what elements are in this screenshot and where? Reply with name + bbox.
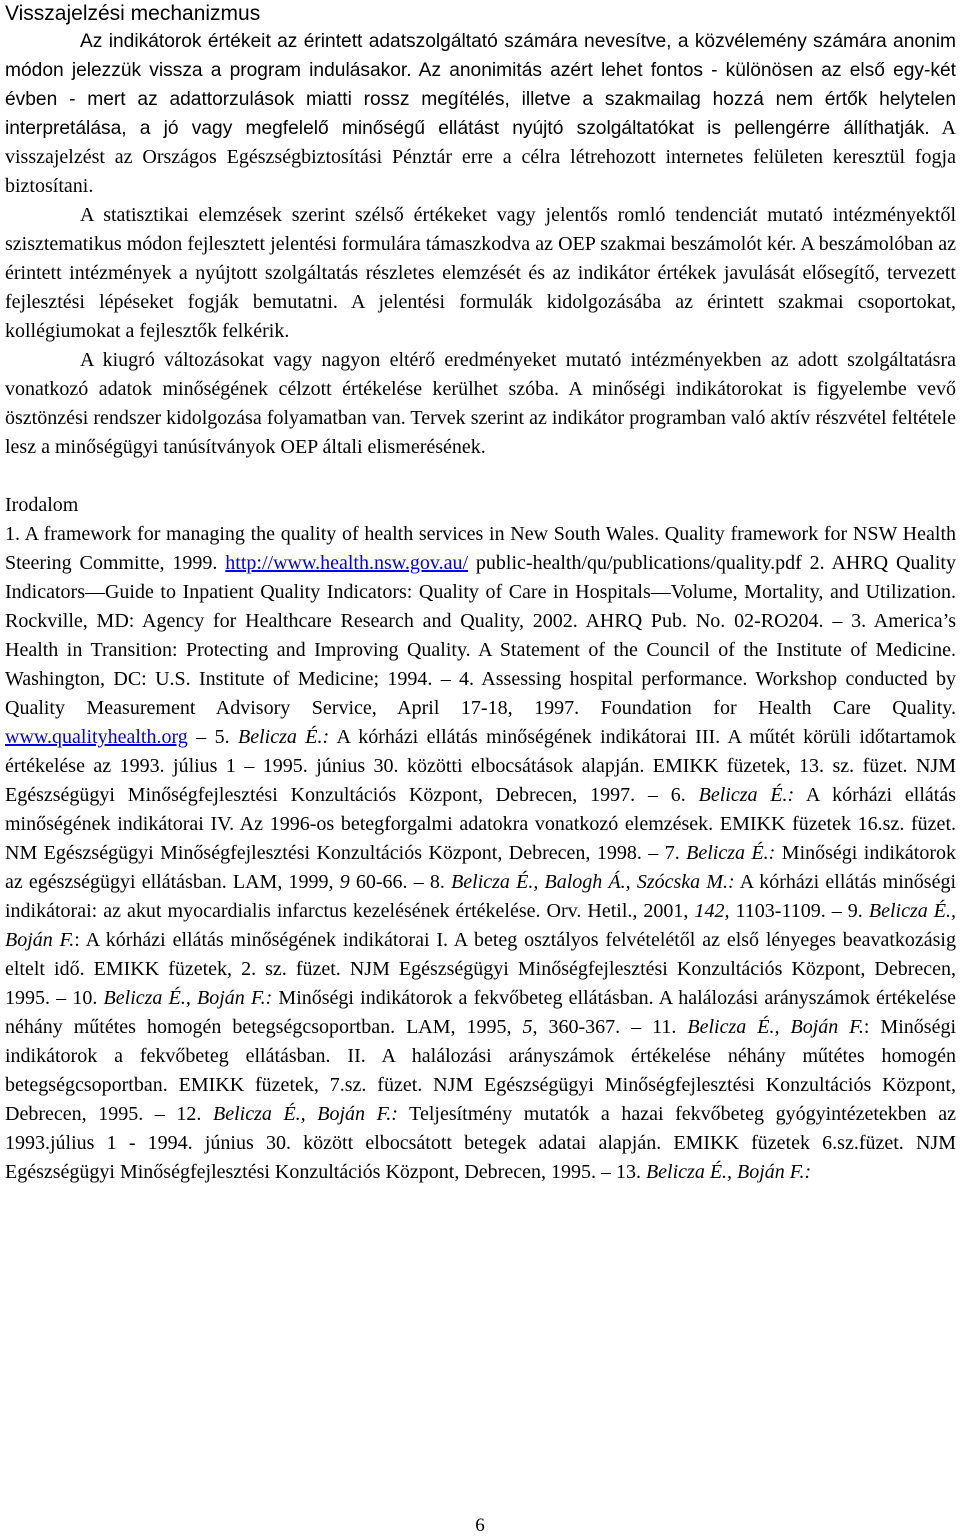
paragraph-outliers: A kiugró változásokat vagy nagyon eltérő eredményeket mutató intézményekben az adott szolgáltatásra vonatkozó adatok minőségének célzott értékelése kerülhet szóba. A minőségi indikátorokat is figyelembe vevő ösztönzési rendszer kidolgozása folyamatban van. Tervek szerint az indikátor programban való aktív részvétel feltétele lesz a minőségügyi tanúsítványok OEP általi elismerésének. [5,349,956,458]
reference-text: 1. A framework for managing the quality of health services in New South Wales. Quality framework for NSW Health Steering Committe, 1999. [5,523,956,574]
reference-author: Belicza É., Boján F.: [103,987,273,1009]
reference-text: Teljesítmény mutatók a hazai fekvőbeteg gyógyintézetekben az 1993.július 1 - 1994. június 30. között elbocsátott betegek adatai alapján. EMIKK füzetek 6.sz.füzet. NJM Egészségügyi Minőségfejlesztési Konzultációs Központ, Debrecen, 1995. – 13. [5,1103,956,1183]
reference-text: 60-66. – 8. [349,871,452,893]
reference-text: Minőségi indikátorok a fekvőbeteg ellátásban. A halálozási arányszámok értékelése néhány műtétes homogén betegségcsoportban. LAM, 1995, [5,987,956,1038]
reference-volume: 142, [694,900,730,922]
reference-text: : A kórházi ellátás minőségének indikátorai I. A beteg osztályos felvételétől az első lényeges beavatkozásig eltelt idő. EMIKK füzetek, 2. sz. füzet. NJM Egészségügyi Minőségfejlesztési Konzultációs Központ, Debrecen, 1995. – 10. [5,929,956,1009]
reference-author: Belicza É., Balogh Á., Szócska M.: [451,871,735,893]
reference-author: Belicza É., Boján F. [5,900,956,951]
reference-text: A kórházi ellátás minőségi indikátorai: az akut myocardialis infarctus kezelésének értékelése. Orv. Hetil., 2001, [5,871,957,922]
reference-text: A kórházi ellátás minőségének indikátorai III. A műtét körüli időtartamok értékelése az 1993. július 1 – 1995. június 30. közötti elbocsátások alapján. EMIKK füzetek, 13. sz. füzet. NJM Egészségügyi Minőségfejlesztési Konzultációs Központ, Debrecen, 1997. – 6. [5,726,957,806]
paragraph-feedback-text: A visszajelzést az Országos Egészségbiztosítási Pénztár erre a célra létrehozott internetes felületen keresztül fogja biztosítani. [5,117,956,197]
reference-author: Belicza É.: [686,842,776,864]
paragraph-anonymity [5,27,956,201]
reference-author: Belicza É.: [238,726,330,748]
section-heading: Visszajelzési mechanizmus [5,2,261,25]
reference-link-nsw-health[interactable]: http://www.health.nsw.gov.au/ [225,552,469,574]
references-heading: Irodalom [5,494,79,516]
reference-text: public-health/qu/publications/quality.pdf 2. AHRQ Quality Indicators—Guide to Inpatient Quality Indicators: Quality of Care in Hospitals—Volume, Mortality, and Utilization. Rockville, MD: Agency for Healthcare Research and Quality, 2002. AHRQ Pub. No. 02-RO204. – 3. America’s Health in Transition: Protecting and Improving Quality. A Statement of the Council of the Institute of Medicine. Washington, DC: U.S. Institute of Medicine; 1994. – 4. Assessing hospital performance. Workshop conducted by Quality Measurement Advisory Service, April 17-18, 1997. Foundation for Health Care Quality. [5,552,956,719]
paragraph-statistics: A statisztikai elemzések szerint szélső értékeket vagy jelentős romló tendenciát mutató intézményektől szisztematikus módon fejlesztett jelentési formulára támaszkodva az OEP szakmai beszámolót kér. A beszámolóban az érintett intézmények a nyújtott szolgáltatás részletes elemzését és az indikátor értékek javulását elősegítő, tervezett fejlesztési lépéseket fogják bemutatni. A jelentési formulák kidolgozásába az érintett szakmai csoportokat, kollégiumokat a fejlesztők felkérik. [5,204,956,342]
reference-volume: 9 [339,871,350,893]
reference-link-qualityhealth[interactable]: www.qualityhealth.org [5,726,188,748]
reference-author: Belicza É., Boján F.: [212,1103,398,1125]
references-list [5,520,956,1187]
spacer [5,462,956,491]
reference-text: Minőségi indikátorok az egészségügyi ellátásban. LAM, 1999, [5,842,956,893]
reference-text: : Minőségi indikátorok a fekvőbeteg ellátásban. II. A halálozási arányszámok értékelése néhány műtétes homogén betegségcsoportban. EMIKK füzetek, 7.sz. füzet. NJM Egészségügyi Minőségfejlesztési Konzultációs Központ, Debrecen, 1995. – 12. [5,1016,956,1125]
reference-text: 1103-1109. – 9. [729,900,869,922]
reference-author: Belicza É.: [698,784,795,806]
reference-author: Belicza É., Boján F.: [645,1161,812,1183]
page-number: 6 [475,1515,485,1536]
reference-text: – 5. [187,726,239,748]
reference-volume: 5 [522,1016,533,1038]
reference-author: Belicza É., Boján F. [687,1016,864,1038]
reference-text: , 360-367. – 11. [532,1016,688,1038]
paragraph-anonymity-text: Az indikátorok értékeit az érintett adatszolgáltató számára nevesítve, a közvélemény számára anonim módon jelezzük vissza a program indulásakor. Az anonimitás azért lehet fontos - különösen az első egy-két évben - mert az adattorzulások miatti rossz megítélés, illetve a szakmailag hozzá nem értők helytelen interpretálása, a jó vagy megfelelő minőségű ellátást nyújtó szolgáltatókat is pellengérre állíthatják. [5,31,956,139]
reference-text: A kórházi ellátás minőségének indikátorai IV. Az 1996-os betegforgalmi adatokra vonatkozó elemzések. EMIKK füzetek 16.sz. füzet. NM Egészségügyi Minőségfejlesztési Konzultációs Központ, Debrecen, 1998. – 7. [5,784,956,864]
